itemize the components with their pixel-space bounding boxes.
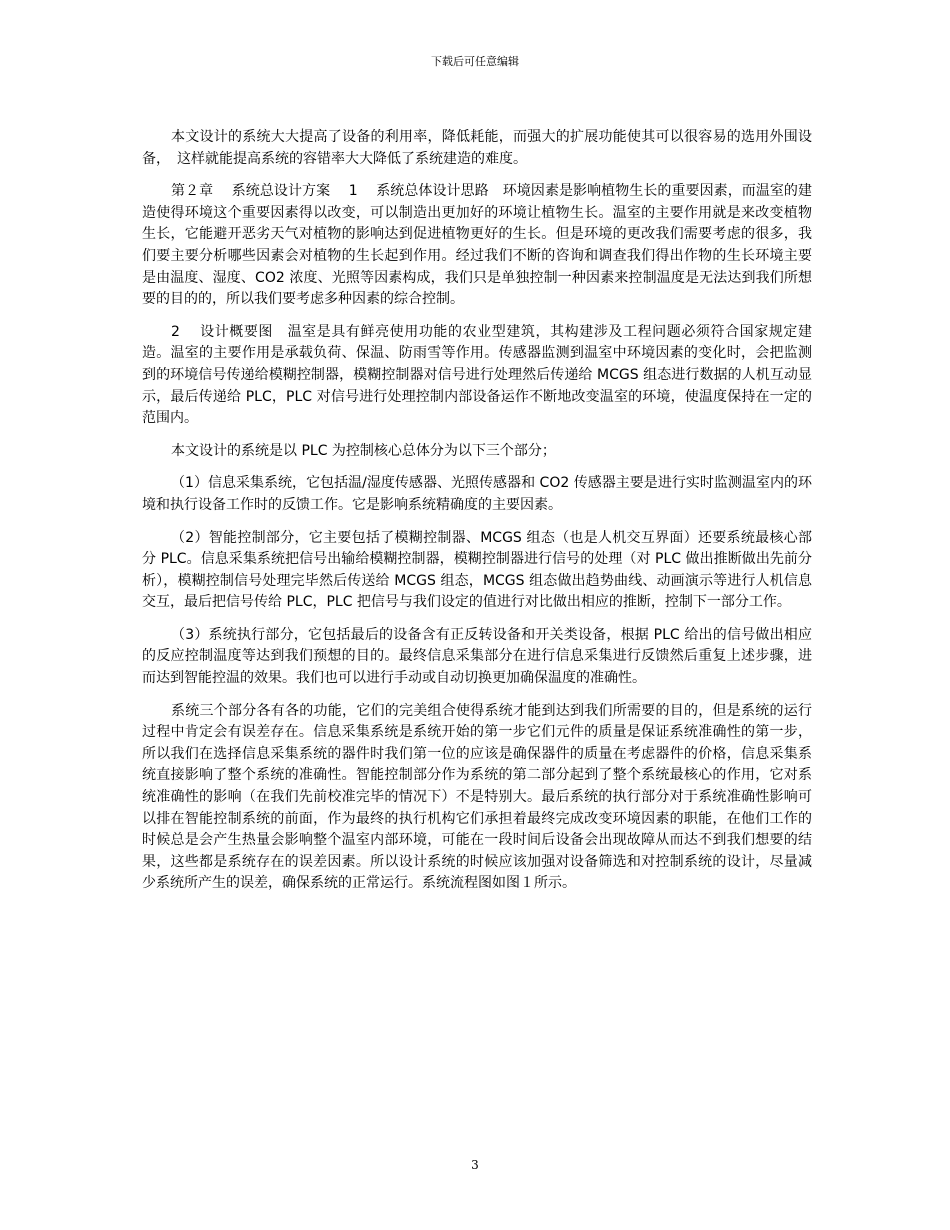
paragraph-part-3-execution: （3）系统执行部分，它包括最后的设备含有正反转设备和开关类设备，根据 PLC 给出的信号做出相应的反应控制温度等达到我们预想的目的。最终信息采集部分在进行信息采集进行反馈然后重复上述步骤，进而达到智能控温的效果。我们也可以进行手动或自动切换更加确保温度的准确性。 bbox=[142, 626, 812, 687]
paragraph-chapter-2-design-idea: 第２章 系统总设计方案 1 系统总体设计思路 环境因素是影响植物生长的重要因素，而温室的建造使得环境这个重要因素得以改变，可以制造出更加好的环境让植物生长。温室的主要作用就是来改变植物生长，它能避开恶劣天气对植物的影响达到促进植物更好的生长。但是环境的更改我们需要考虑的很多，我们要主要分析哪些因素会对植物的生长起到作用。经过我们不断的咨询和调查我们得出作物的生长环境主要是由温度、湿度、CO2 浓度、光照等因素构成，我们只是单独控制一种因素来控制温度是无法达到我们所想要的目的的，所以我们要考虑多种因素的综合控制。 bbox=[142, 183, 812, 308]
page-header: 下载后可任意编辑 bbox=[431, 55, 519, 68]
document-body bbox=[142, 127, 812, 906]
page-number: 3 bbox=[471, 1158, 479, 1172]
paragraph-part-1-collection: （1）信息采集系统，它包括温/湿度传感器、光照传感器和 CO2 传感器主要是进行实时监测温室内的环境和执行设备工作时的反馈工作。它是影响系统精确度的主要因素。 bbox=[142, 475, 812, 513]
paragraph-design-overview: 2 设计概要图 温室是具有鲜亮使用功能的农业型建筑，其构建涉及工程问题必须符合国家规定建造。温室的主要作用是承载负荷、保温、防雨雪等作用。传感器监测到温室中环境因素的变化时，会把监测到的环境信号传递给模糊控制器，模糊控制器对信号进行处理然后传递给 MCGS 组态进行数据的人机互动显示，最后传递给 PLC，PLC 对信号进行处理控制内部设备运作不断地改变温室的环境，使温度保持在一定的范围内。 bbox=[142, 323, 812, 427]
paragraph-intro: 本文设计的系统大大提高了设备的利用率，降低耗能，而强大的扩展功能使其可以很容易的选用外围设备， 这样就能提高系统的容错率大大降低了系统建造的难度。 bbox=[142, 129, 812, 167]
paragraph-part-2-control: （2）智能控制部分，它主要包括了模糊控制器、MCGS 组态（也是人机交互界面）还要系统最核心部分 PLC。信息采集系统把信号出输给模糊控制器，模糊控制器进行信号的处理（对 PLC 做出推断做出先前分析），模糊控制信号处理完毕然后传送给 MCGS 组态，MCGS 组态做出趋势曲线、动画演示等进行人机信息交互，最后把信号传给 PLC，PLC 把信号与我们设定的值进行对比做出相应的推断，控制下一部分工作。 bbox=[142, 529, 812, 611]
paragraph-three-parts: 本文设计的系统是以 PLC 为控制核心总体分为以下三个部分； bbox=[171, 442, 556, 459]
paragraph-error-analysis: 系统三个部分各有各的功能，它们的完美组合使得系统才能到达到我们所需要的目的，但是系统的运行过程中肯定会有误差存在。信息采集系统是系统开始的第一步它们元件的质量是保证系统准确性的第一步，所以我们在选择信息采集系统的器件时我们第一位的应该是确保器件的质量在考虑器件的价格，信息采集系统直接影响了整个系统的准确性。智能控制部分作为系统的第二部分起到了整个系统最核心的作用，它对系统准确性的影响（在我们先前校准完毕的情况下）不是特别大。最后系统的执行部分对于系统准确性影响可以排在智能控制系统的前面，作为最终的执行机构它们承担着最终完成改变环境因素的职能，在他们工作的时候总是会产生热量会影响整个温室内部环境，可能在一段时间后设备会出现故障从而达不到我们想要的结果，这些都是系统存在的误差因素。所以设计系统的时候应该加强对设备筛选和对控制系统的设计，尽量减少系统所产生的误差，确保系统的正常运行。系统流程图如图１所示。 bbox=[142, 702, 812, 892]
